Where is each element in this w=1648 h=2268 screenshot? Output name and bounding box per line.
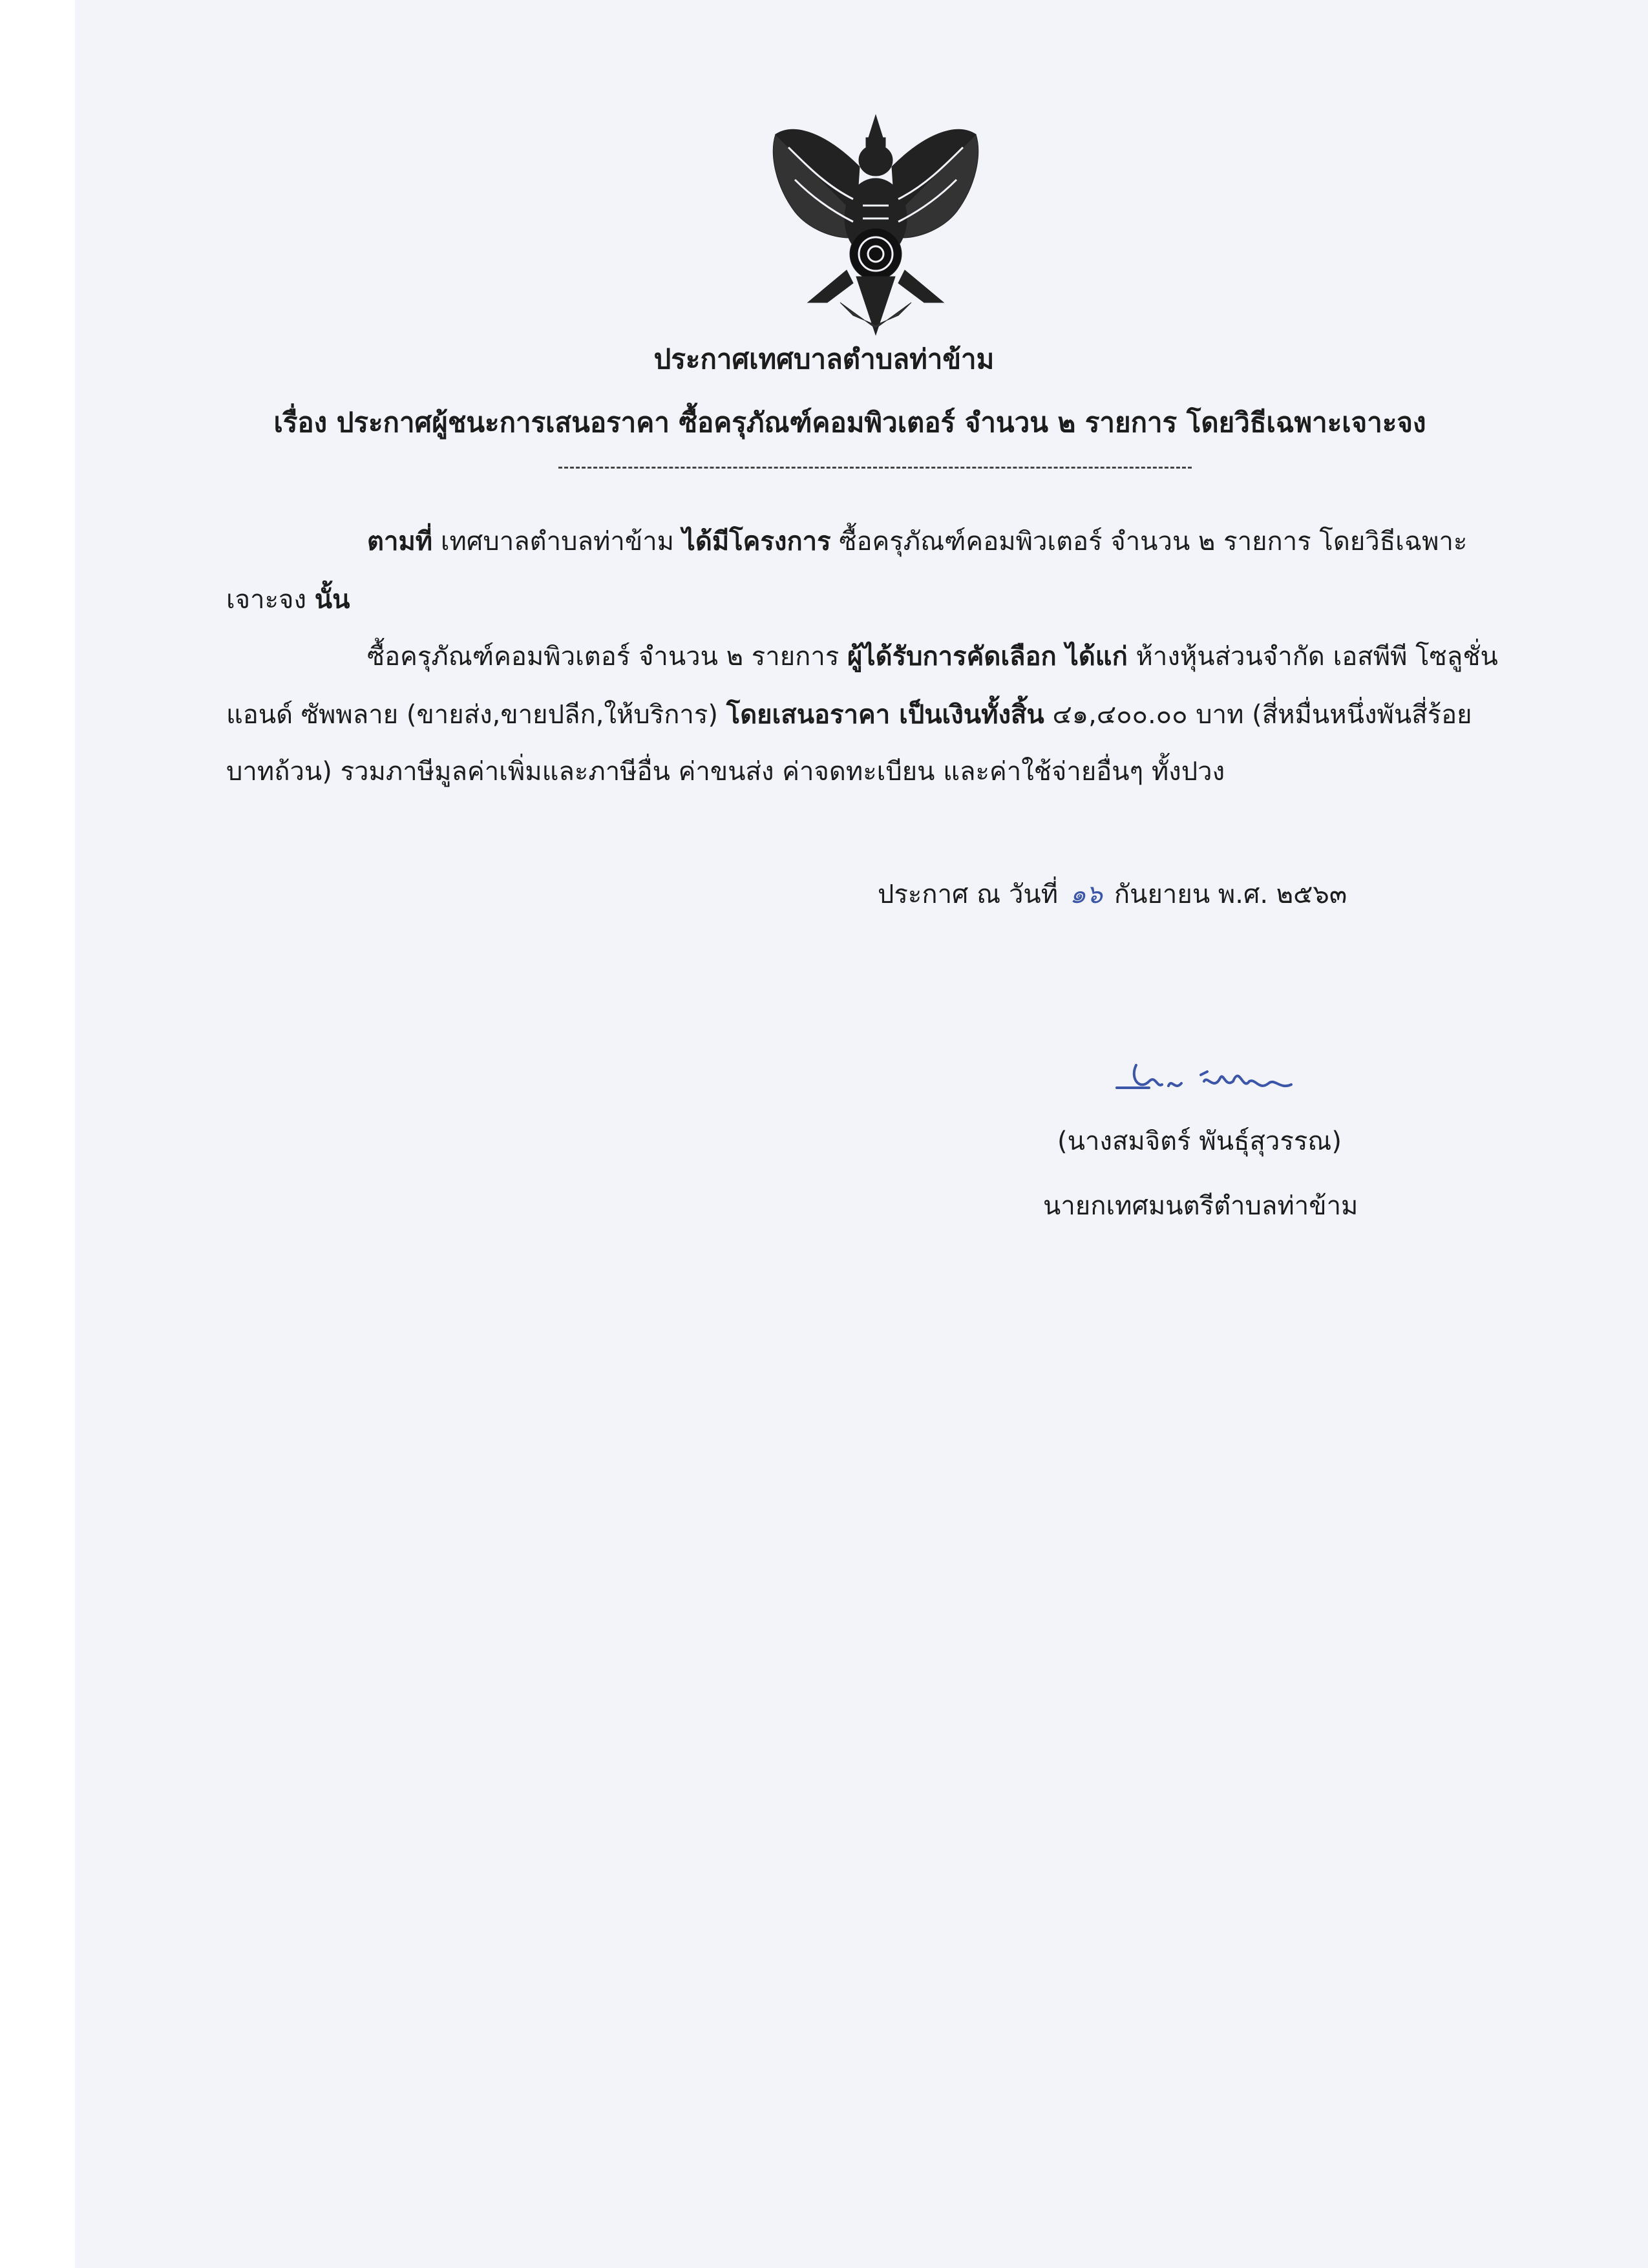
p1-lead: ตามที่ [367,527,433,556]
p1-line2-text: เจาะจง [226,585,315,615]
document-subject: เรื่อง ประกาศผู้ชนะการเสนอราคา ซื้อครุภัณฑ์คอมพิวเตอร์ จำนวน ๒ รายการ โดยวิธีเฉพาะเจาะจง [273,407,1426,438]
p1-bold-2: ได้มีโครงการ [682,527,831,556]
p2-line2-text1: แอนด์ ซัพพลาย (ขายส่ง,ขายปลีก,ให้บริการ) [226,700,726,730]
p2-text-2: ห้างหุ้นส่วนจำกัด เอสพีพี โซลูชั่น [1127,642,1498,672]
signatory-name: (นางสมจิตร์ พันธุ์สุวรรณ) [1057,1127,1342,1156]
paragraph-2-line-3 [226,754,1525,790]
announcement-date [878,876,1347,913]
p2-text-1: ซื้อครุภัณฑ์คอมพิวเตอร์ จำนวน ๒ รายการ [367,642,848,672]
p2-line2-bold: โดยเสนอราคา เป็นเงินทั้งสิ้น [726,700,1044,730]
paragraph-2-line-1 [367,639,1648,675]
paragraph-1-line-2 [226,582,1525,618]
date-prefix: ประกาศ ณ วันที่ [878,880,1059,909]
dashed-divider [558,467,1192,469]
date-month-year: กันยายน พ.ศ. ๒๕๖๓ [1114,880,1347,909]
paragraph-1-line-1 [367,524,1648,560]
p2-bold-1: ผู้ได้รับการคัดเลือก ได้แก่ [847,642,1128,672]
p1-text-2: ซื้อครุภัณฑ์คอมพิวเตอร์ จำนวน ๒ รายการ โดยวิธีเฉพาะ [830,527,1468,556]
scan-margin [0,0,75,2268]
p1-text-1: เทศบาลตำบลท่าข้าม [432,527,682,556]
date-day-handwritten: ๑๖ [1070,880,1103,909]
p1-line2-bold: นั้น [314,585,350,615]
p2-line2-text2: ๔๑,๔๐๐.๐๐ บาท (สี่หมื่นหนึ่งพันสี่ร้อย [1044,700,1472,730]
document-title: ประกาศเทศบาลตำบลท่าข้าม [653,343,995,375]
paragraph-2-line-2 [226,697,1525,733]
signatory-position: นายกเทศมนตรีตำบลท่าข้าม [1043,1191,1358,1221]
garuda-emblem-icon [769,109,982,341]
signature-icon [1110,1052,1304,1110]
p2-line3-text: บาทถ้วน) รวมภาษีมูลค่าเพิ่มและภาษีอื่น ค่าขนส่ง ค่าจดทะเบียน และค่าใช้จ่ายอื่นๆ ทั้งปวง [226,757,1225,787]
